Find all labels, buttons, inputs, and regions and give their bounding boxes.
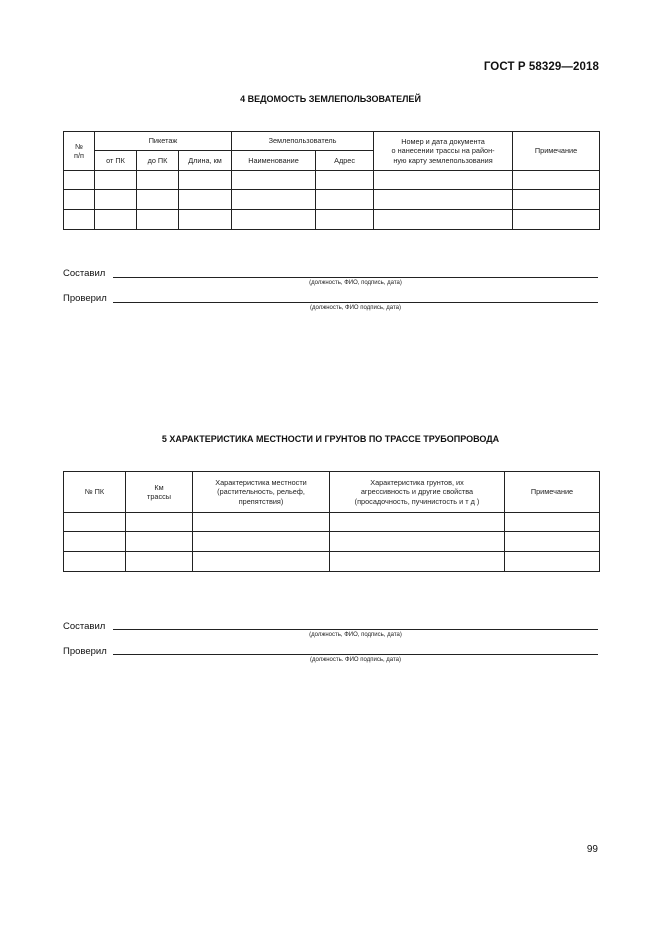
table-cell[interactable] [95, 171, 137, 190]
table-cell[interactable] [126, 513, 193, 532]
col-length-header: Длина, км [179, 151, 232, 171]
terrain-soil-table [63, 471, 600, 572]
table-cell[interactable] [505, 532, 600, 552]
checked-signature-line[interactable] [113, 302, 598, 303]
table-row [64, 532, 600, 552]
table-cell[interactable] [126, 552, 193, 572]
table-cell[interactable] [179, 171, 232, 190]
table-row [64, 171, 600, 190]
col-num-header: № п/п [64, 132, 95, 171]
table-cell[interactable] [64, 171, 95, 190]
table-cell[interactable] [374, 210, 513, 230]
compiled-label: Составил [63, 268, 106, 279]
section4-title: 4 ВЕДОМОСТЬ ЗЕМЛЕПОЛЬЗОВАТЕЛЕЙ [240, 94, 421, 104]
compiled-label: Составил [63, 621, 106, 632]
table-cell[interactable] [95, 210, 137, 230]
table-cell[interactable] [232, 190, 316, 210]
col-to-pk-header: до ПК [137, 151, 179, 171]
table-cell[interactable] [137, 210, 179, 230]
col-soil-header: Характеристика грунтов, их агрессивность и другие свойства (просадочность, пучинистость и т д ) [330, 472, 505, 513]
table-cell[interactable] [137, 190, 179, 210]
standard-designation: ГОСТ Р 58329—2018 [483, 61, 599, 73]
checked-hint: (должность, ФИО подпись, дата) [309, 305, 402, 311]
section5-title: 5 ХАРАКТЕРИСТИКА МЕСТНОСТИ И ГРУНТОВ ПО ТРАССЕ ТРУБОПРОВОДА [161, 434, 500, 444]
table-cell[interactable] [513, 190, 600, 210]
table-cell[interactable] [505, 513, 600, 532]
table-cell[interactable] [330, 552, 505, 572]
table-cell[interactable] [505, 552, 600, 572]
col-km-header: Км трассы [126, 472, 193, 513]
col-terrain-header: Характеристика местности (растительность, рельеф, препятствия) [193, 472, 330, 513]
table-cell[interactable] [64, 532, 126, 552]
col-doc-header: Номер и дата документа о нанесении трассы на район- ную карту землепользования [374, 132, 513, 171]
col-land-user-header: Землепользователь [232, 132, 374, 151]
checked-signature-line[interactable] [113, 654, 598, 655]
checked-label: Проверил [63, 293, 107, 304]
table-cell[interactable] [95, 190, 137, 210]
col-pk-header: № ПК [64, 472, 126, 513]
col-address-header: Адрес [316, 151, 374, 171]
table-cell[interactable] [232, 171, 316, 190]
table-cell[interactable] [316, 171, 374, 190]
table-cell[interactable] [330, 532, 505, 552]
checked-hint: (должность. ФИО подпись, дата) [309, 657, 402, 663]
page-number: 99 [586, 844, 598, 855]
table-cell[interactable] [193, 552, 330, 572]
table-cell[interactable] [316, 210, 374, 230]
table-cell[interactable] [193, 532, 330, 552]
table-cell[interactable] [64, 210, 95, 230]
table-cell[interactable] [374, 190, 513, 210]
table-cell[interactable] [137, 171, 179, 190]
table-cell[interactable] [179, 210, 232, 230]
col-note-header: Примечание [513, 132, 600, 171]
table-row [64, 210, 600, 230]
table-cell[interactable] [64, 513, 126, 532]
table-cell[interactable] [179, 190, 232, 210]
col-from-pk-header: от ПК [95, 151, 137, 171]
col-piketazh-header: Пикетаж [95, 132, 232, 151]
compiled-signature-line[interactable] [113, 277, 598, 278]
table-cell[interactable] [126, 532, 193, 552]
col-note-header: Примечание [505, 472, 600, 513]
compiled-signature-line[interactable] [113, 629, 598, 630]
land-users-table [63, 131, 600, 230]
table-cell[interactable] [193, 513, 330, 532]
table-cell[interactable] [316, 190, 374, 210]
table-row [64, 552, 600, 572]
table-cell[interactable] [513, 210, 600, 230]
table-cell[interactable] [513, 171, 600, 190]
table-cell[interactable] [64, 190, 95, 210]
table-row [64, 513, 600, 532]
compiled-hint: (должность, ФИО, подпись, дата) [309, 280, 402, 286]
table-row [64, 190, 600, 210]
compiled-hint: (должность, ФИО, подпись, дата) [309, 632, 402, 638]
col-name-header: Наименование [232, 151, 316, 171]
table-cell[interactable] [64, 552, 126, 572]
checked-label: Проверил [63, 646, 107, 657]
table-cell[interactable] [330, 513, 505, 532]
table-cell[interactable] [232, 210, 316, 230]
table-cell[interactable] [374, 171, 513, 190]
